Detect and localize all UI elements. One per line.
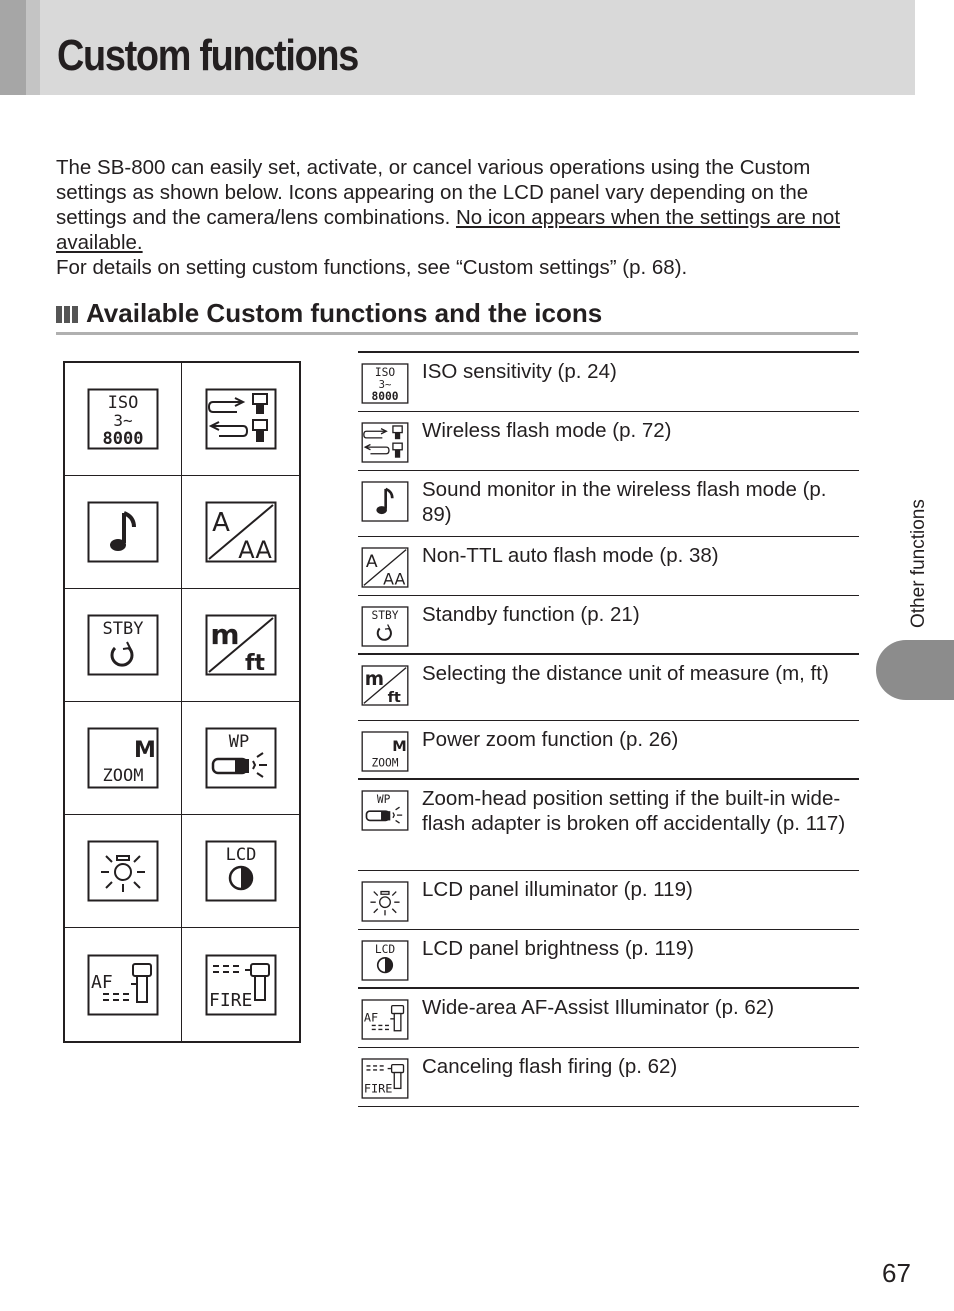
grid-cell — [182, 702, 299, 815]
function-label: Wireless flash mode (p. 72) — [422, 419, 672, 442]
list-item — [358, 353, 859, 412]
function-label: Selecting the distance unit of measure (m, ft) — [422, 662, 829, 685]
function-label: Non-TTL auto flash mode (p. 38) — [422, 544, 719, 567]
power-zoom-icon — [87, 727, 159, 789]
non-ttl-auto-icon — [205, 501, 277, 563]
list-item — [358, 1048, 859, 1107]
standby-icon — [361, 606, 409, 647]
section-heading — [56, 298, 858, 335]
list-item — [358, 721, 859, 780]
intro-paragraph — [56, 155, 866, 255]
header-accent-inner — [26, 0, 40, 95]
grid-cell — [182, 928, 299, 1041]
side-section-label: Other functions — [908, 499, 929, 628]
wireless-flash-icon — [361, 422, 409, 463]
list-item — [358, 655, 859, 721]
af-assist-icon — [361, 999, 409, 1040]
intro-reference: For details on setting custom functions, see “Custom settings” (p. 68). — [56, 256, 688, 279]
grid-cell — [65, 928, 182, 1041]
non-ttl-auto-icon — [361, 547, 409, 588]
page-title: Custom functions — [57, 31, 358, 80]
list-item — [358, 537, 859, 596]
grid-cell — [65, 702, 182, 815]
lcd-brightness-icon — [361, 940, 409, 981]
grid-cell — [65, 363, 182, 476]
lcd-brightness-icon — [205, 840, 277, 902]
list-item — [358, 596, 859, 655]
icon-grid — [63, 361, 301, 1043]
grid-cell — [65, 476, 182, 589]
cancel-flash-icon — [205, 954, 277, 1016]
lcd-illuminator-icon — [87, 840, 159, 902]
function-label: Canceling flash firing (p. 62) — [422, 1055, 678, 1078]
grid-cell — [182, 363, 299, 476]
function-label: LCD panel brightness (p. 119) — [422, 937, 694, 960]
list-item — [358, 989, 859, 1048]
side-tab — [876, 640, 954, 700]
list-item — [358, 780, 859, 871]
function-label: Standby function (p. 21) — [422, 603, 640, 626]
list-item — [358, 471, 859, 537]
function-label: Zoom-head position setting if the built-in wide-flash adapter is broken off accidentally (p. 117) — [422, 787, 846, 835]
intro-note: No icon appears when the settings are not available. — [56, 206, 841, 254]
grid-cell — [65, 589, 182, 702]
function-label: LCD panel illuminator (p. 119) — [422, 878, 693, 901]
af-assist-icon — [87, 954, 159, 1016]
function-label: Power zoom function (p. 26) — [422, 728, 679, 751]
list-item — [358, 930, 859, 989]
grid-cell — [182, 589, 299, 702]
grid-cell — [182, 815, 299, 928]
sound-monitor-icon — [87, 501, 159, 563]
list-item — [358, 871, 859, 930]
power-zoom-icon — [361, 731, 409, 772]
intro-text — [56, 155, 866, 280]
grid-cell — [182, 476, 299, 589]
section-title: Available Custom functions and the icons — [86, 298, 603, 328]
wide-flash-adapter-icon — [205, 727, 277, 789]
page-number: 67 — [882, 1258, 911, 1288]
intro-line1: The SB-800 can easily set, activate, or cancel various operations using the Custom settings as shown below. Icons appearing on the LCD panel vary depending on the settings and the camera/lens combinations. — [56, 156, 811, 229]
function-list — [358, 351, 859, 1107]
distance-unit-icon — [205, 614, 277, 676]
heading-bars-icon — [56, 306, 78, 323]
grid-cell — [65, 815, 182, 928]
header-accent — [0, 0, 26, 95]
lcd-illuminator-icon — [361, 881, 409, 922]
list-item — [358, 412, 859, 471]
distance-unit-icon — [361, 665, 409, 706]
sound-monitor-icon — [361, 481, 409, 522]
iso-icon — [361, 363, 409, 404]
standby-icon — [87, 614, 159, 676]
function-label: ISO sensitivity (p. 24) — [422, 360, 617, 383]
function-label: Sound monitor in the wireless flash mode (p. 89) — [422, 478, 827, 526]
iso-icon — [87, 388, 159, 450]
cancel-flash-icon — [361, 1058, 409, 1099]
wide-flash-adapter-icon — [361, 790, 409, 831]
function-label: Wide-area AF-Assist Illuminator (p. 62) — [422, 996, 775, 1019]
wireless-flash-icon — [205, 388, 277, 450]
